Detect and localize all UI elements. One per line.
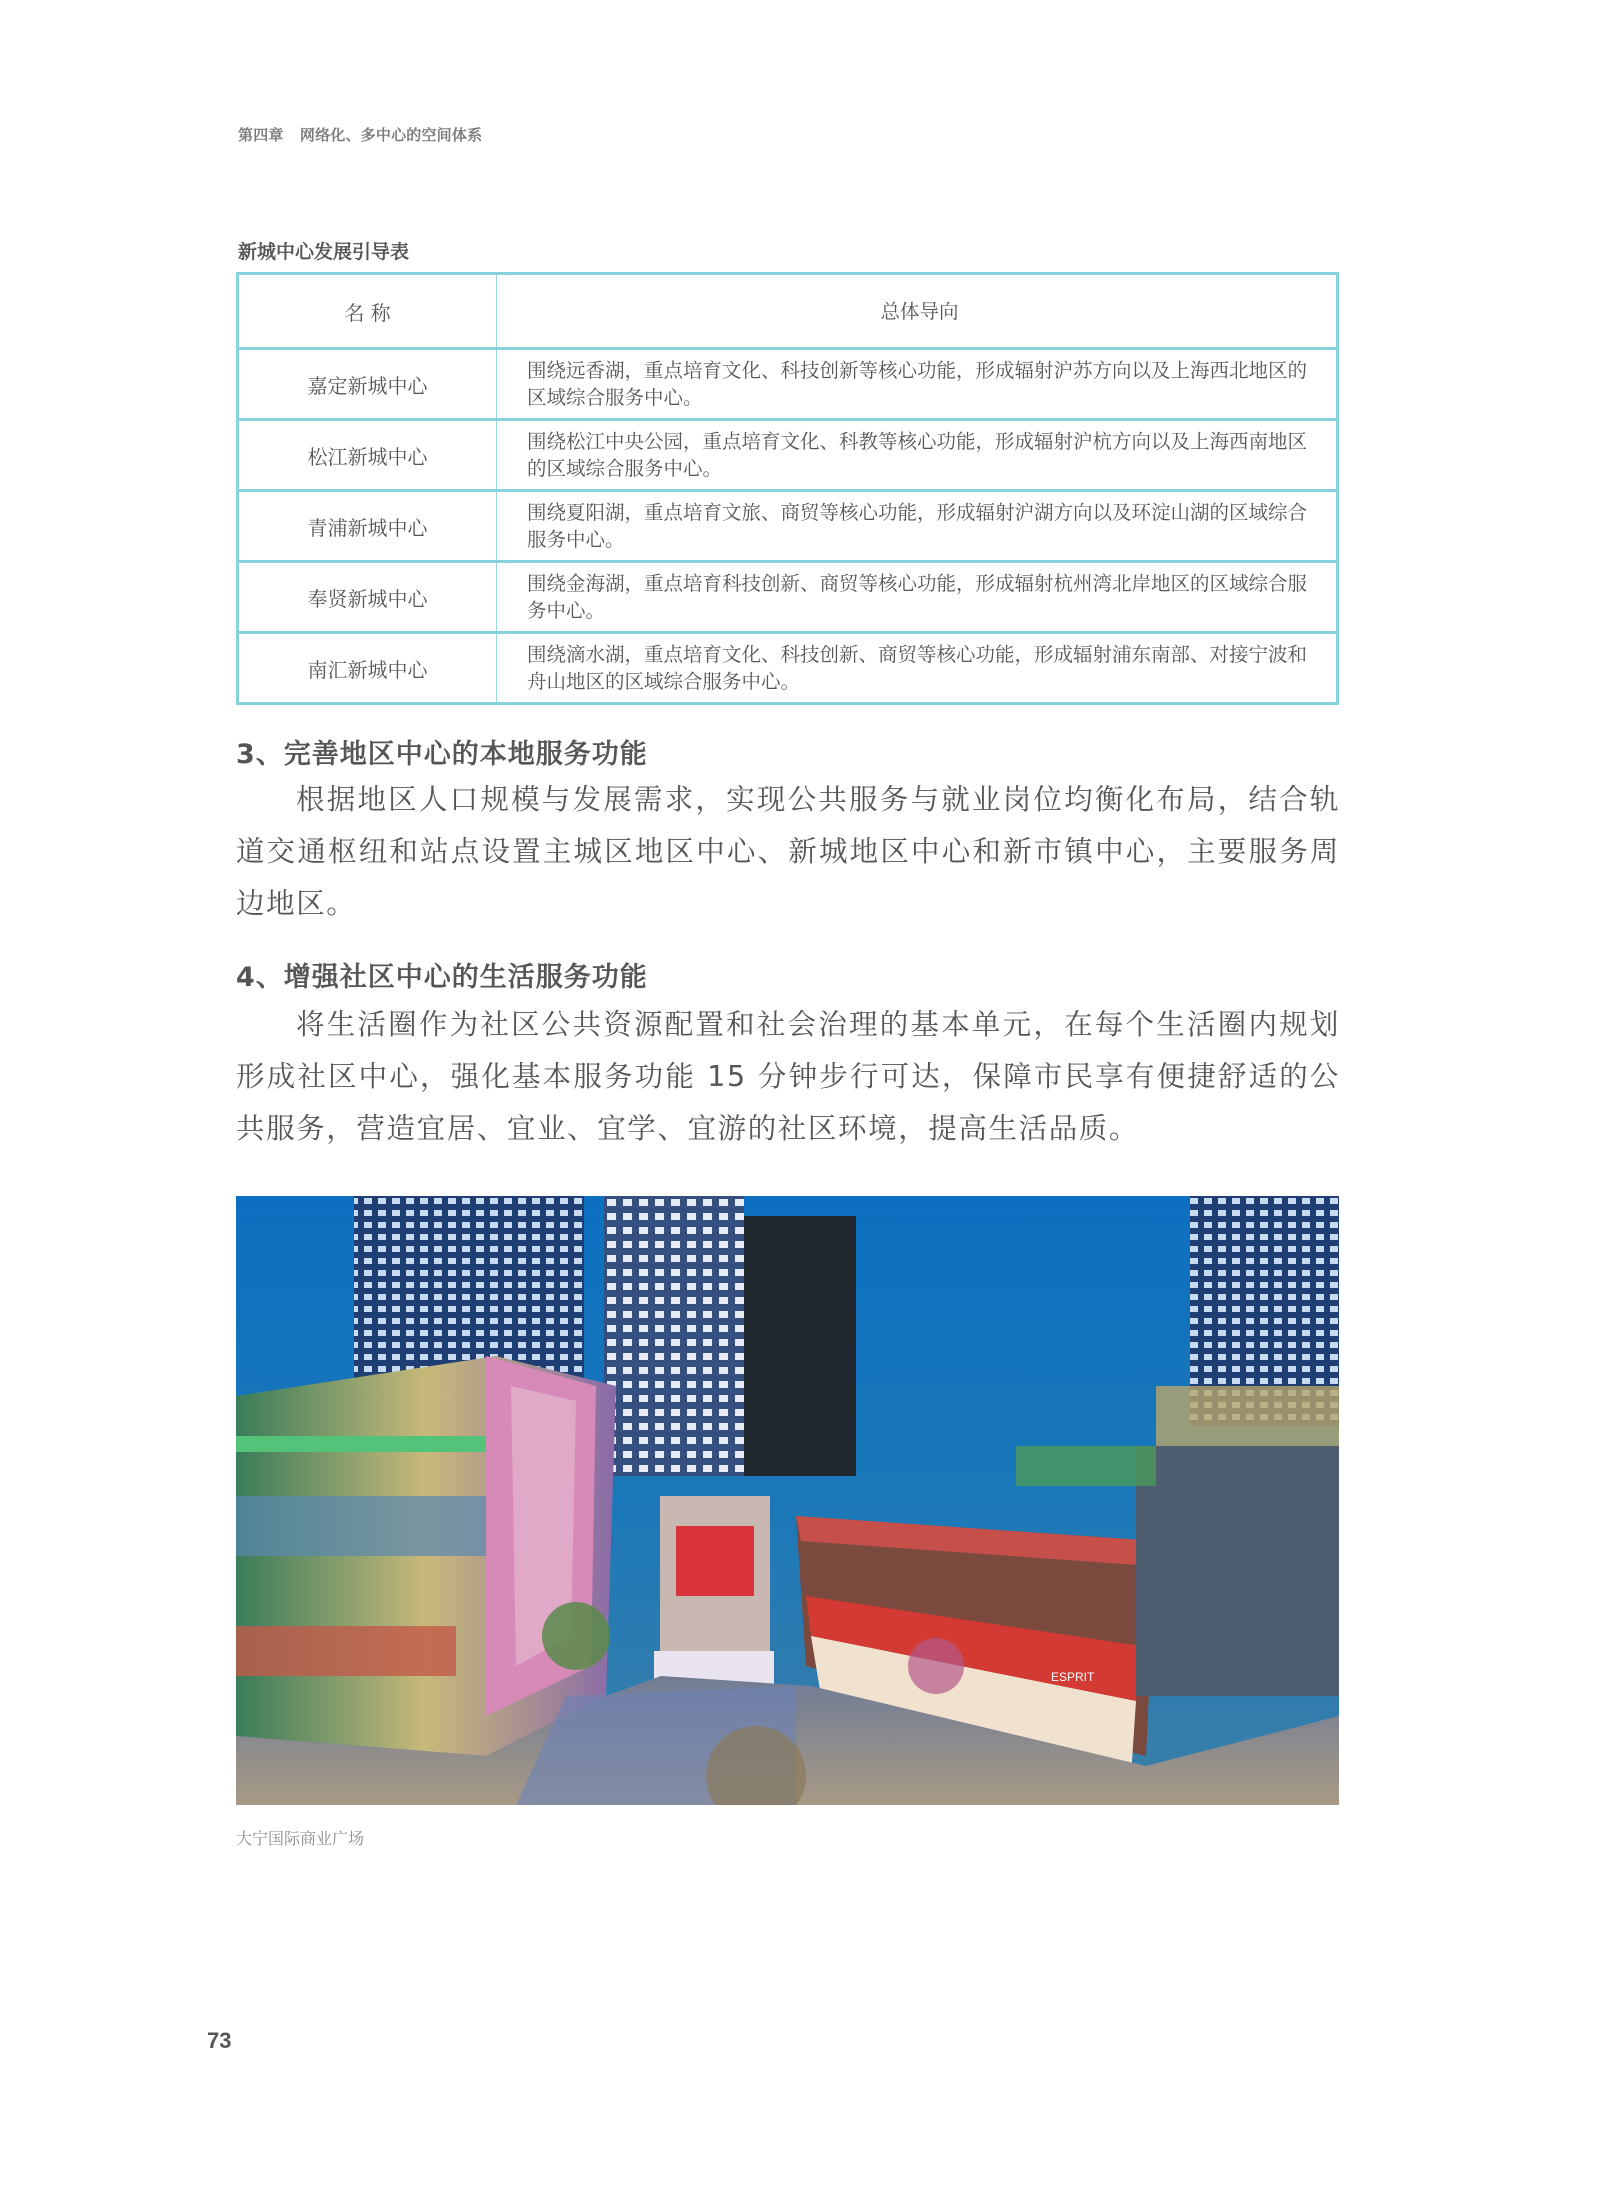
table-title: 新城中心发展引导表 <box>238 241 410 263</box>
table-row <box>238 491 1338 562</box>
column-header-guidance: 总体导向 <box>497 274 1338 349</box>
row-guidance: 围绕夏阳湖，重点培育文旅、商贸等核心功能，形成辐射沪湖方向以及环淀山湖的区域综合服务中心。 <box>497 491 1338 562</box>
table-header-row <box>238 274 1338 349</box>
night-plaza-image <box>236 1196 1339 1805</box>
section-paragraph-3: 根据地区人口规模与发展需求，实现公共服务与就业岗位均衡化布局，结合轨道交通枢纽和站点设置主城区地区中心、新城地区中心和新市镇中心，主要服务周边地区。 <box>236 783 1340 920</box>
page-number: 73 <box>207 2028 232 2053</box>
table-row <box>238 562 1338 633</box>
table-row <box>238 633 1338 704</box>
esprit-sign: ESPRIT <box>1051 1670 1095 1684</box>
daning-plaza-photo <box>236 1196 1339 1805</box>
row-guidance: 围绕松江中央公园，重点培育文化、科教等核心功能，形成辐射沪杭方向以及上海西南地区的区域综合服务中心。 <box>497 420 1338 491</box>
row-guidance: 围绕滴水湖，重点培育文化、科技创新、商贸等核心功能，形成辐射浦东南部、对接宁波和舟山地区的区域综合服务中心。 <box>497 633 1338 704</box>
table-row <box>238 349 1338 420</box>
row-name: 奉贤新城中心 <box>238 562 497 633</box>
row-name: 南汇新城中心 <box>238 633 497 704</box>
running-header: 第四章 网络化、多中心的空间体系 <box>238 126 483 144</box>
row-guidance: 围绕远香湖，重点培育文化、科技创新等核心功能，形成辐射沪苏方向以及上海西北地区的区域综合服务中心。 <box>497 349 1338 420</box>
row-name: 青浦新城中心 <box>238 491 497 562</box>
section-heading-3: 3、完善地区中心的本地服务功能 <box>236 739 648 770</box>
row-guidance: 围绕金海湖，重点培育科技创新、商贸等核心功能，形成辐射杭州湾北岸地区的区域综合服务中心。 <box>497 562 1338 633</box>
figure-caption: 大宁国际商业广场 <box>236 1829 365 1848</box>
column-header-name: 名 称 <box>238 274 497 349</box>
row-name: 松江新城中心 <box>238 420 497 491</box>
new-city-center-guide-table <box>236 272 1339 705</box>
row-name: 嘉定新城中心 <box>238 349 497 420</box>
table-row <box>238 420 1338 491</box>
section-heading-4: 4、增强社区中心的生活服务功能 <box>236 962 648 993</box>
section-paragraph-4: 将生活圈作为社区公共资源配置和社会治理的基本单元，在每个生活圈内规划形成社区中心，强化基本服务功能 15 分钟步行可达，保障市民享有便捷舒适的公共服务，营造宜居、宜业、宜学、宜游的社区环境，提高生活品质。 <box>236 1008 1340 1145</box>
